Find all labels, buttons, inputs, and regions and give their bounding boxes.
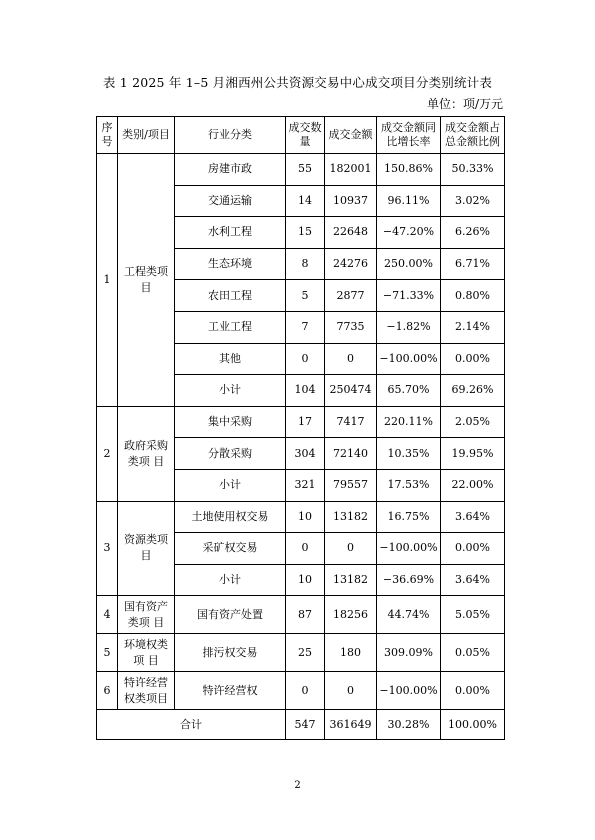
- header-row: [97, 117, 505, 154]
- cell-industry: 水利工程: [175, 217, 286, 249]
- page-number: 2: [294, 780, 301, 791]
- total-label: 合计: [97, 710, 286, 740]
- cell-growth: −100.00%: [377, 672, 441, 710]
- cell-industry: 小计: [175, 469, 286, 501]
- group-category: [118, 406, 175, 501]
- total-row: [97, 710, 505, 740]
- cell-share: 2.14%: [441, 311, 505, 343]
- header-count: 成交数量: [286, 117, 325, 154]
- cell-share: 3.64%: [441, 501, 505, 533]
- cell-count: 55: [286, 154, 325, 186]
- cell-count: 25: [286, 634, 325, 672]
- group-category: [118, 596, 175, 634]
- cell-share: 0.05%: [441, 634, 505, 672]
- cell-growth: 309.09%: [377, 634, 441, 672]
- header-growth: 成交金额同比增长率: [377, 117, 441, 154]
- cell-growth: 150.86%: [377, 154, 441, 186]
- cell-share: 22.00%: [441, 469, 505, 501]
- cell-amount: 2877: [325, 280, 377, 312]
- cell-amount: 72140: [325, 438, 377, 470]
- cell-growth: 96.11%: [377, 185, 441, 217]
- total-growth: 30.28%: [377, 710, 441, 740]
- cell-amount: 0: [325, 343, 377, 375]
- cell-share: 50.33%: [441, 154, 505, 186]
- table-title: 表 1 2025 年 1–5 月湘西州公共资源交易中心成交项目分类别统计表: [102, 75, 493, 90]
- total-count: 547: [286, 710, 325, 740]
- header-category: 类别/项目: [118, 117, 175, 154]
- cell-growth: 10.35%: [377, 438, 441, 470]
- table-row: [97, 501, 505, 533]
- cell-industry: 国有资产处置: [175, 596, 286, 634]
- cell-amount: 250474: [325, 375, 377, 407]
- cell-growth: 17.53%: [377, 469, 441, 501]
- cell-industry: 土地使用权交易: [175, 501, 286, 533]
- cell-amount: 0: [325, 533, 377, 565]
- group-category: [118, 672, 175, 710]
- group-category: [118, 501, 175, 596]
- cell-growth: −47.20%: [377, 217, 441, 249]
- cell-amount: 22648: [325, 217, 377, 249]
- cell-growth: −100.00%: [377, 533, 441, 565]
- cell-industry: 交通运输: [175, 185, 286, 217]
- cell-count: 5: [286, 280, 325, 312]
- cell-share: 0.00%: [441, 672, 505, 710]
- cell-amount: 18256: [325, 596, 377, 634]
- total-amount: 361649: [325, 710, 377, 740]
- cell-share: 5.05%: [441, 596, 505, 634]
- cell-share: 6.71%: [441, 248, 505, 280]
- cell-amount: 79557: [325, 469, 377, 501]
- table-row: [97, 634, 505, 672]
- cell-industry: 生态环境: [175, 248, 286, 280]
- cell-industry: 排污权交易: [175, 634, 286, 672]
- cell-industry: 特许经营权: [175, 672, 286, 710]
- cell-growth: 44.74%: [377, 596, 441, 634]
- group-seq: 3: [97, 501, 118, 596]
- group-seq: 6: [97, 672, 118, 710]
- cell-share: 2.05%: [441, 406, 505, 438]
- cell-growth: 16.75%: [377, 501, 441, 533]
- cell-count: 87: [286, 596, 325, 634]
- cell-growth: −71.33%: [377, 280, 441, 312]
- cell-industry: 分散采购: [175, 438, 286, 470]
- cell-count: 304: [286, 438, 325, 470]
- cell-industry: 小计: [175, 564, 286, 596]
- cell-industry: 其他: [175, 343, 286, 375]
- cell-industry: 工业工程: [175, 311, 286, 343]
- group-seq: 4: [97, 596, 118, 634]
- table-row: [97, 154, 505, 186]
- cell-amount: 180: [325, 634, 377, 672]
- group-category-label: 工程类项 目: [124, 264, 168, 294]
- table-row: [97, 672, 505, 710]
- group-seq: 5: [97, 634, 118, 672]
- table-body: [97, 154, 505, 710]
- group-category: [118, 154, 175, 407]
- cell-amount: 10937: [325, 185, 377, 217]
- table-row: [97, 406, 505, 438]
- cell-count: 17: [286, 406, 325, 438]
- header-industry: 行业分类: [175, 117, 286, 154]
- group-category: [118, 634, 175, 672]
- cell-count: 104: [286, 375, 325, 407]
- cell-amount: 7417: [325, 406, 377, 438]
- table-row: [97, 596, 505, 634]
- cell-amount: 13182: [325, 564, 377, 596]
- cell-count: 0: [286, 533, 325, 565]
- cell-count: 10: [286, 564, 325, 596]
- group-seq: 1: [97, 154, 118, 407]
- cell-growth: −1.82%: [377, 311, 441, 343]
- cell-count: 321: [286, 469, 325, 501]
- cell-count: 10: [286, 501, 325, 533]
- cell-count: 7: [286, 311, 325, 343]
- cell-count: 8: [286, 248, 325, 280]
- cell-share: 0.00%: [441, 533, 505, 565]
- total-share: 100.00%: [441, 710, 505, 740]
- cell-industry: 采矿权交易: [175, 533, 286, 565]
- group-category-label: 政府采购类项 目: [124, 438, 168, 468]
- cell-amount: 182001: [325, 154, 377, 186]
- cell-amount: 13182: [325, 501, 377, 533]
- cell-count: 14: [286, 185, 325, 217]
- header-amount: 成交金额: [325, 117, 377, 154]
- header-seq: 序号: [97, 117, 118, 154]
- cell-growth: 220.11%: [377, 406, 441, 438]
- cell-count: 0: [286, 672, 325, 710]
- cell-count: 15: [286, 217, 325, 249]
- cell-count: 0: [286, 343, 325, 375]
- cell-growth: −36.69%: [377, 564, 441, 596]
- cell-amount: 24276: [325, 248, 377, 280]
- unit-label: 单位：项/万元: [426, 97, 503, 111]
- cell-industry: 小计: [175, 375, 286, 407]
- cell-share: 19.95%: [441, 438, 505, 470]
- cell-share: 69.26%: [441, 375, 505, 407]
- header-share: 成交金额占总金额比例: [441, 117, 505, 154]
- statistics-table: [96, 116, 505, 740]
- cell-share: 6.26%: [441, 217, 505, 249]
- group-category-label: 特许经营权类项目: [124, 675, 168, 705]
- cell-growth: 250.00%: [377, 248, 441, 280]
- cell-share: 3.64%: [441, 564, 505, 596]
- cell-share: 0.00%: [441, 343, 505, 375]
- group-category-label: 国有资产类项 目: [124, 599, 168, 629]
- cell-share: 0.80%: [441, 280, 505, 312]
- cell-industry: 房建市政: [175, 154, 286, 186]
- group-category-label: 环境权类项 目: [124, 637, 168, 667]
- cell-share: 3.02%: [441, 185, 505, 217]
- cell-growth: −100.00%: [377, 343, 441, 375]
- cell-growth: 65.70%: [377, 375, 441, 407]
- cell-amount: 0: [325, 672, 377, 710]
- cell-industry: 农田工程: [175, 280, 286, 312]
- group-category-label: 资源类项 目: [124, 533, 168, 563]
- group-seq: 2: [97, 406, 118, 501]
- cell-industry: 集中采购: [175, 406, 286, 438]
- cell-amount: 7735: [325, 311, 377, 343]
